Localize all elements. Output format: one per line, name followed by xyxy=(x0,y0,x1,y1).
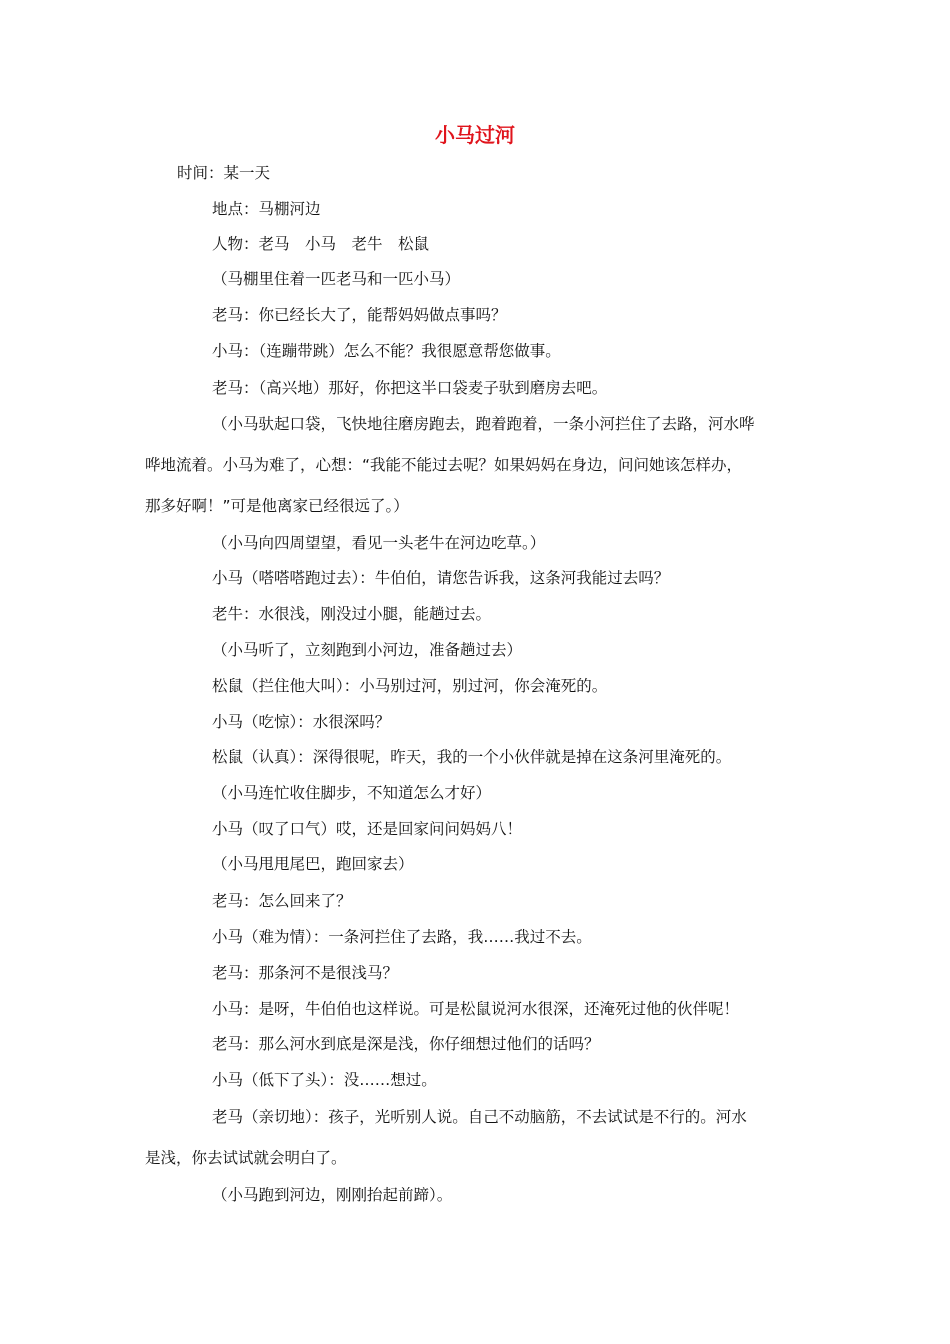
dialogue-line: 小马（低下了头）：没……想过。 xyxy=(212,1071,437,1089)
stage-direction: 哗地流着。小马为难了，心想：“我能不能过去呢？如果妈妈在身边，问问她该怎样办， xyxy=(145,456,743,474)
stage-direction: （小马向四周望望，看见一头老牛在河边吃草。） xyxy=(212,534,546,552)
dialogue-line: 小马：是呀，牛伯伯也这样说。可是松鼠说河水很深，还淹死过他的伙伴呢！ xyxy=(212,1000,740,1018)
stage-direction: （马棚里住着一匹老马和一匹小马） xyxy=(212,270,461,288)
stage-direction: （小马驮起口袋，飞快地往磨房跑去，跑着跑着，一条小河拦住了去路，河水哗 xyxy=(212,415,755,433)
stage-direction: （小马连忙收住脚步，不知道怎么才好） xyxy=(212,784,492,802)
dialogue-line: 小马（嗒嗒嗒跑过去）：牛伯伯，请您告诉我，这条河我能过去吗？ xyxy=(212,569,670,587)
dialogue-line: 老马（亲切地）：孩子，光听别人说。自己不动脑筋，不去试试是不行的。河水 xyxy=(212,1108,747,1126)
dialogue-line: 松鼠（认真）：深得很呢，昨天，我的一个小伙伴就是掉在这条河里淹死的。 xyxy=(212,748,732,766)
dialogue-line: 小马（吃惊）：水很深吗？ xyxy=(212,713,391,731)
dialogue-line: 老马：那么河水到底是深是浅，你仔细想过他们的话吗？ xyxy=(212,1035,600,1053)
text-line: 时间：某一天 xyxy=(177,164,271,182)
dialogue-line: 小马：（连蹦带跳）怎么不能？我很愿意帮您做事。 xyxy=(212,342,561,360)
stage-direction: （小马跑到河边，刚刚抬起前蹄）。 xyxy=(212,1186,453,1204)
stage-direction: 那多好啊！”可是他离家已经很远了。） xyxy=(145,497,409,515)
dialogue-line: 老马：怎么回来了？ xyxy=(212,892,352,910)
dialogue-line: 老牛：水很浅，刚没过小腿，能趟过去。 xyxy=(212,605,492,623)
dialogue-line: 松鼠（拦住他大叫）：小马别过河，别过河，你会淹死的。 xyxy=(212,677,608,695)
dialogue-line: 是浅，你去试试就会明白了。 xyxy=(145,1149,347,1167)
stage-direction: （小马听了，立刻跑到小河边，准备趟过去） xyxy=(212,641,523,659)
dialogue-line: 老马：那条河不是很浅马？ xyxy=(212,964,399,982)
dialogue-line: 小马（难为情）：一条河拦住了去路，我……我过不去。 xyxy=(212,928,592,946)
text-line: 人物：老马 小马 老牛 松鼠 xyxy=(212,235,430,253)
dialogue-line: 老马：你已经长大了，能帮妈妈做点事吗？ xyxy=(212,306,507,324)
dialogue-line: 老马：（高兴地）那好，你把这半口袋麦子驮到磨房去吧。 xyxy=(212,379,608,397)
text-line: 地点：马棚河边 xyxy=(212,200,321,218)
dialogue-line: 小马（叹了口气）哎，还是回家问问妈妈八！ xyxy=(212,820,523,838)
stage-direction: （小马甩甩尾巴，跑回家去） xyxy=(212,855,414,873)
document-title: 小马过河 xyxy=(435,123,515,147)
